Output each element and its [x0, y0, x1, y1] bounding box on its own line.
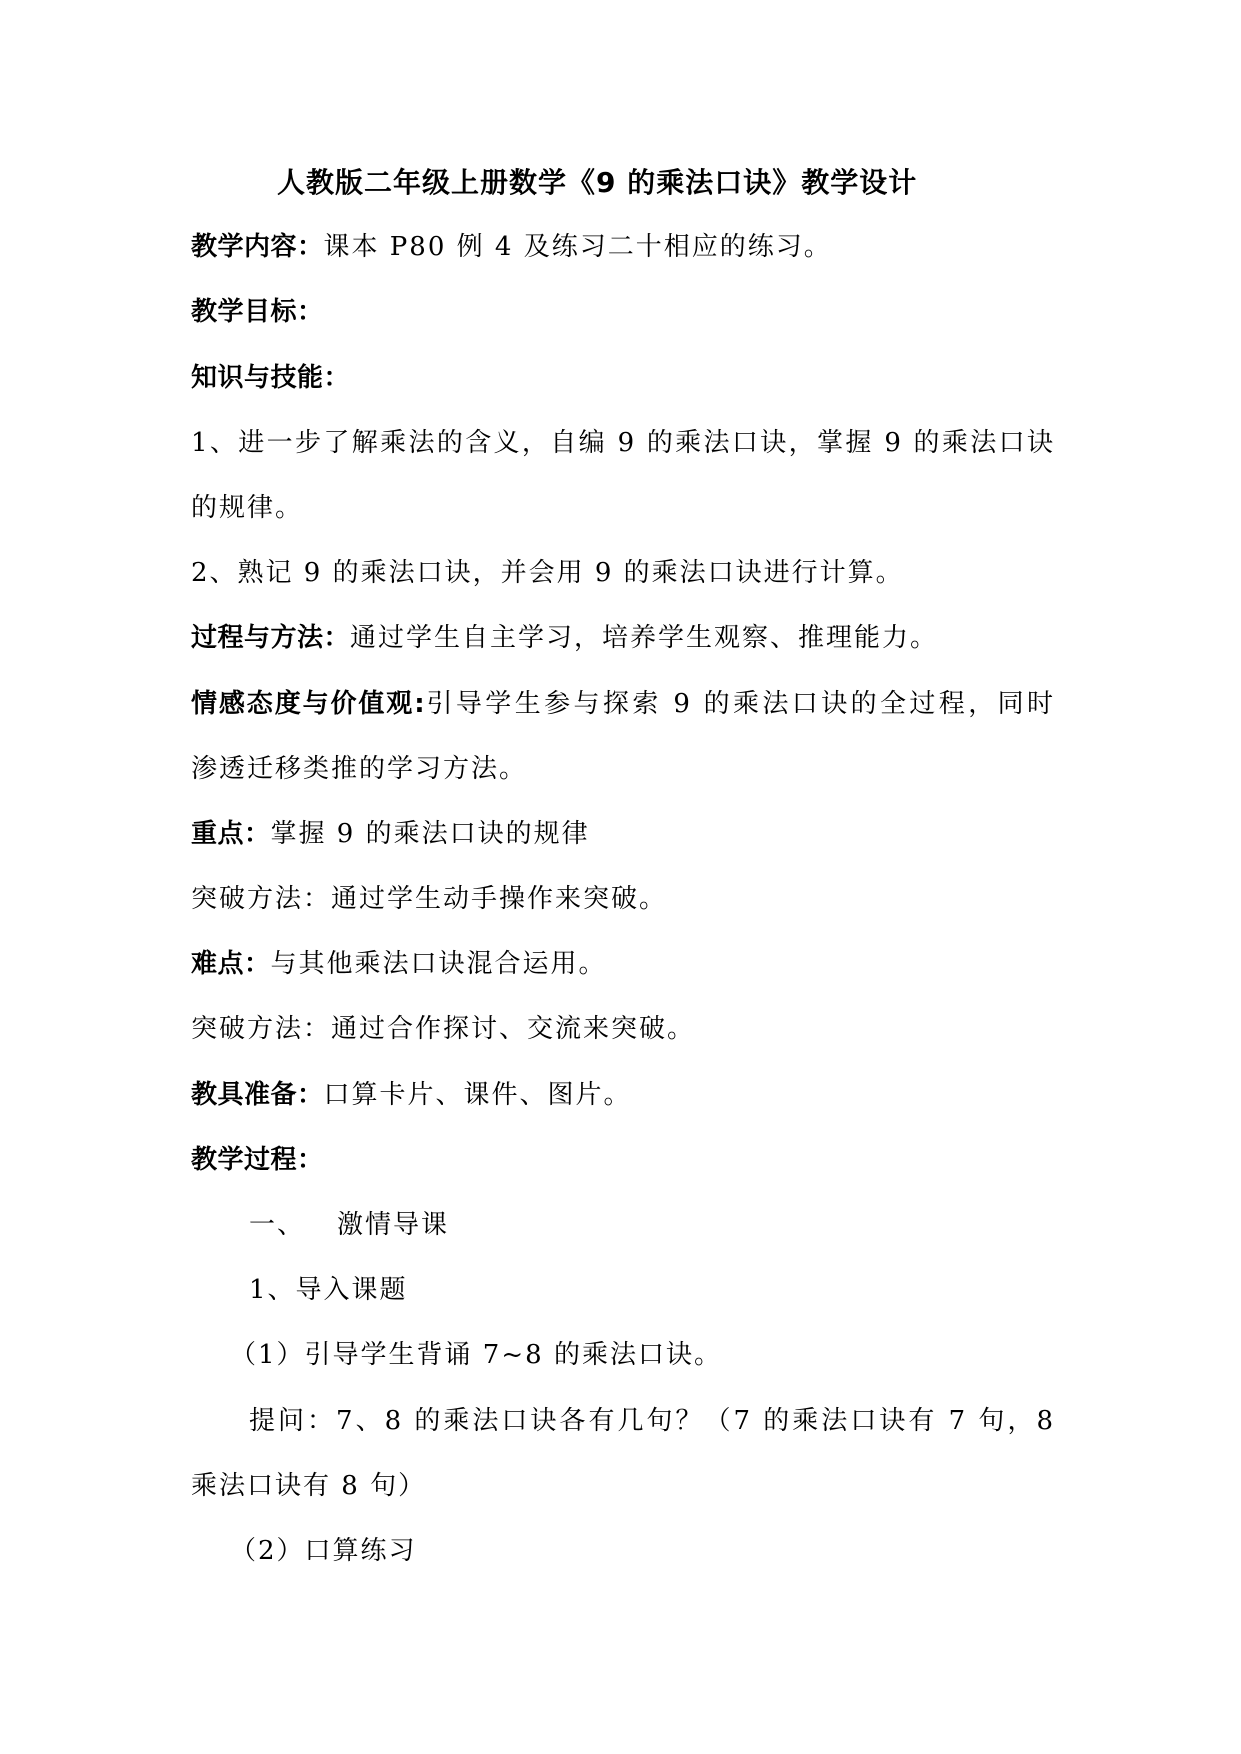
emotion-values-line-2: 渗透迁移类推的学习方法。	[191, 753, 528, 784]
difficult-point-label: 难点：	[191, 949, 271, 980]
process-method-line	[191, 606, 1055, 671]
question-line-1: 提问：7、8 的乘法口诀各有几句？（7 的乘法口诀有 7 句，8	[249, 1405, 1055, 1436]
teaching-content-text: 课本 P80 例 4 及练习二十相应的练习。	[323, 232, 832, 263]
knowledge-item-1-line-1: 1、进一步了解乘法的含义，自编 9 的乘法口诀，掌握 9 的乘法口诀	[191, 427, 1055, 458]
knowledge-item-2: 2、熟记 9 的乘法口诀，并会用 9 的乘法口诀进行计算。	[191, 558, 904, 589]
teaching-process-line	[191, 1128, 1055, 1193]
sub-item-1: （1）引导学生背诵 7~8 的乘法口诀。	[230, 1340, 722, 1371]
knowledge-item-1-line-2: 的规律。	[191, 492, 304, 523]
document-title: 人教版二年级上册数学《9 的乘法口诀》教学设计	[277, 166, 918, 199]
key-point-line	[191, 802, 1055, 867]
section-1-title: 激情导课	[337, 1210, 450, 1240]
difficult-point-line	[191, 932, 1055, 997]
section-1-number: 一、	[249, 1210, 306, 1240]
teaching-goals-label: 教学目标：	[191, 297, 324, 328]
sub-item-2: （2）口算练习	[230, 1535, 417, 1566]
document-body	[191, 150, 1055, 1584]
difficult-point-text: 与其他乘法口诀混合运用。	[270, 949, 607, 980]
teaching-aids-label: 教具准备：	[191, 1079, 324, 1110]
teaching-goals-line	[191, 280, 1055, 345]
teaching-aids-line	[191, 1063, 1055, 1128]
key-point-label: 重点：	[191, 818, 271, 849]
teaching-process-label: 教学过程：	[191, 1144, 324, 1175]
key-point-text: 掌握 9 的乘法口诀的规律	[270, 818, 590, 849]
process-method-label: 过程与方法：	[191, 623, 351, 654]
emotion-values-line-1	[191, 672, 1055, 737]
emotion-values-label: 情感态度与价值观:	[191, 688, 426, 719]
question-line-2: 乘法口诀有 8 句）	[191, 1470, 427, 1501]
process-method-text: 通过学生自主学习，培养学生观察、推理能力。	[350, 623, 939, 654]
knowledge-skills-label: 知识与技能：	[191, 362, 351, 393]
teaching-aids-text: 口算卡片、课件、图片。	[323, 1079, 632, 1110]
section-1-heading	[191, 1193, 1055, 1258]
teaching-content-label: 教学内容：	[191, 232, 324, 263]
key-point-method: 突破方法：通过学生动手操作来突破。	[191, 884, 668, 915]
difficult-point-method: 突破方法：通过合作探讨、交流来突破。	[191, 1014, 696, 1045]
emotion-values-text-1: 引导学生参与探索 9 的乘法口诀的全过程，同时	[425, 688, 1055, 719]
step-1: 1、导入课题	[249, 1275, 408, 1306]
knowledge-skills-line	[191, 346, 1055, 411]
teaching-content-line	[191, 215, 1055, 280]
